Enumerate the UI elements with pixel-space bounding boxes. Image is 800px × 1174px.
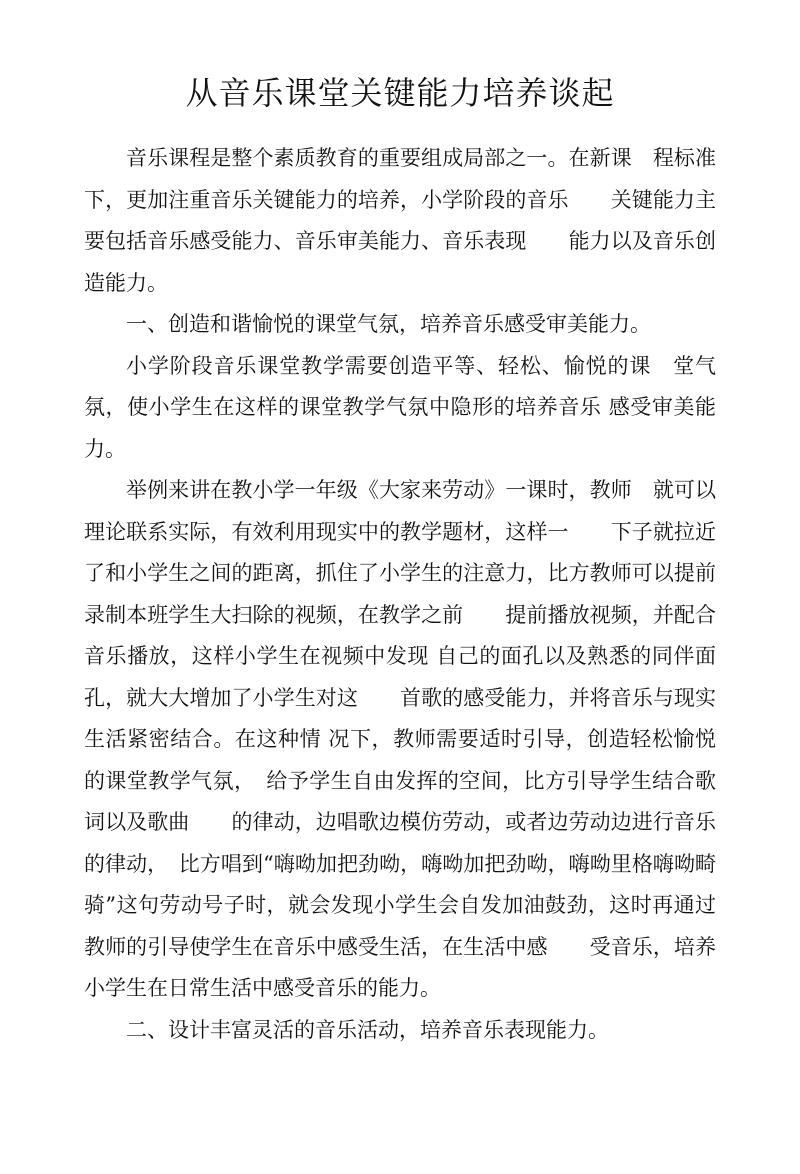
- paragraph-intro: 音乐课程是整个素质教育的重要组成局部之一。在新课 程标准下，更加注重音乐关键能力的培养，小学阶段的音乐 关键能力主要包括音乐感受能力、音乐审美能力、音乐表现 能力以及音乐创造能力。: [84, 146, 716, 295]
- document-body: [84, 138, 716, 1051]
- section-heading-2: 二、设计丰富灵活的音乐活动，培养音乐表现能力。: [126, 1017, 609, 1042]
- document-title: 从音乐课堂关键能力培养谈起: [185, 74, 615, 112]
- paragraph-atmosphere: 小学阶段音乐课堂教学需要创造平等、轻松、愉悦的课 堂气氛，使小学生在这样的课堂教学气氛中隐形的培养音乐 感受审美能力。: [84, 353, 716, 461]
- paragraph-example: 举例来讲在教小学一年级《大家来劳动》一课时，教师 就可以理论联系实际，有效利用现实中的教学题材，这样一 下子就拉近了和小学生之间的距离，抓住了小学生的注意力，比方教师可以提前录制本班学生大扫除的视频，在教学之前 提前播放视频，并配合音乐播放，这样小学生在视频中发现 自己的面孔以及熟悉的同伴面孔，就大大增加了小学生对这 首歌的感受能力，并将音乐与现实生活紧密结合。在这种情 况下，教师需要适时引导，创造轻松愉悦的课堂教学气氛， 给予学生自由发挥的空间，比方引导学生结合歌词以及歌曲 的律动，边唱歌边模仿劳动，或者边劳动边进行音乐的律动， 比方唱到“嗨呦加把劲呦，嗨呦加把劲呦，嗨呦里格嗨呦畸 骑”这句劳动号子时，就会发现小学生会自发加油鼓劲，这时再通过教师的引导使学生在音乐中感受生活，在生活中感 受音乐，培养小学生在日常生活中感受音乐的能力。: [84, 478, 716, 1000]
- section-heading-1: 一、创造和谐愉悦的课堂气氛，培养音乐感受审美能力。: [126, 312, 651, 336]
